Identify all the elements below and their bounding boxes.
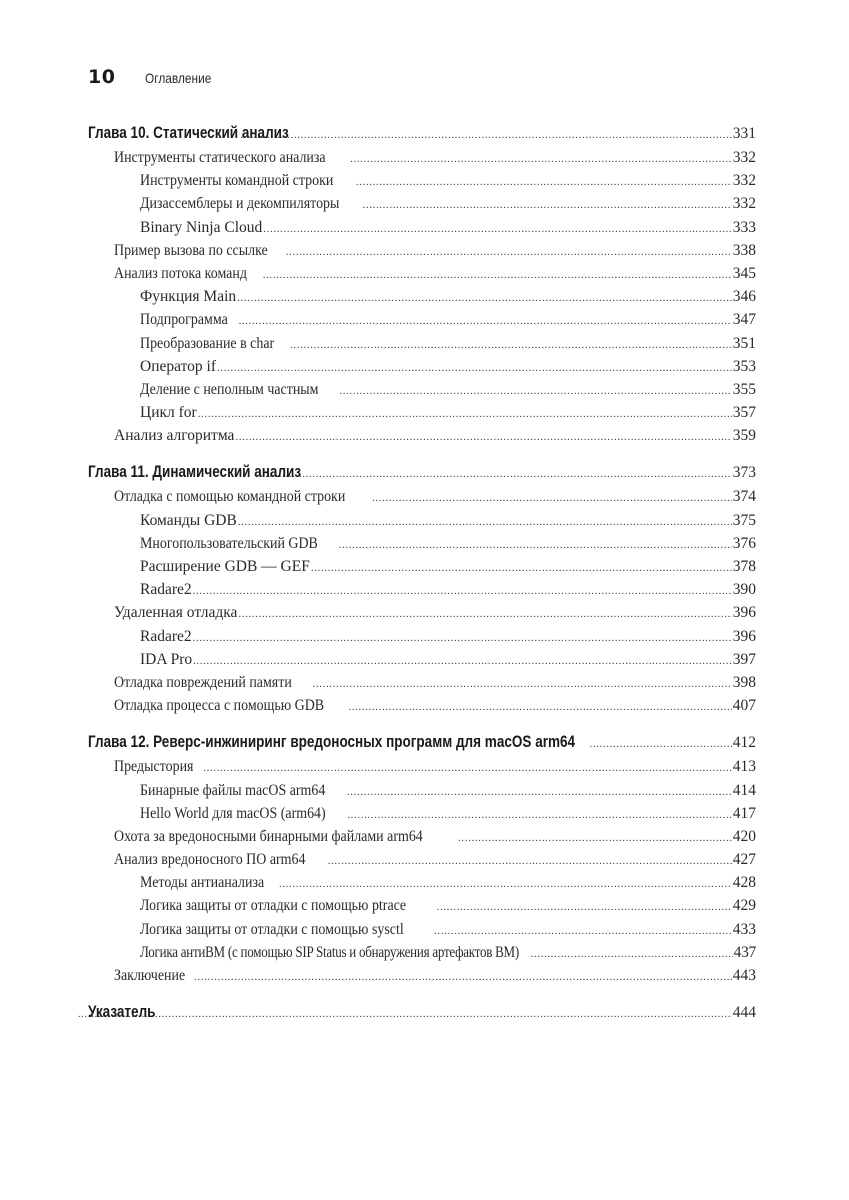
dot-leader	[347, 802, 731, 827]
toc-entry-title: Глава 10. Статический анализ	[88, 124, 289, 142]
dot-leader	[328, 848, 732, 873]
toc-entry[interactable]	[88, 192, 756, 215]
toc-entry-page: 396	[732, 627, 756, 645]
toc-entry-title: Многопользовательский GDB	[140, 534, 318, 552]
toc-entry[interactable]	[88, 941, 756, 964]
toc-entry-page: 359	[732, 427, 756, 445]
dot-leader	[311, 555, 732, 580]
toc-entry[interactable]	[88, 825, 756, 848]
dot-leader	[237, 285, 732, 310]
toc-entry-page: 443	[732, 967, 756, 984]
toc-entry[interactable]	[88, 262, 756, 285]
toc-entry-title: Деление с неполным частным	[140, 380, 319, 398]
toc-entry[interactable]	[88, 848, 756, 871]
table-of-contents	[88, 122, 756, 1025]
dot-leader	[531, 941, 733, 966]
toc-entry[interactable]	[88, 216, 756, 239]
dot-leader	[347, 779, 732, 804]
dot-leader	[255, 461, 731, 486]
toc-entry[interactable]	[88, 779, 756, 802]
toc-entry[interactable]	[88, 485, 756, 508]
toc-entry-page: 429	[732, 897, 756, 915]
toc-entry[interactable]	[88, 146, 756, 169]
toc-entry[interactable]	[88, 601, 756, 624]
toc-entry[interactable]	[88, 424, 756, 447]
toc-entry[interactable]	[88, 755, 756, 778]
toc-entry-page: 351	[732, 334, 756, 352]
toc-entry-page: 332	[732, 172, 756, 190]
toc-entry-page: 417	[732, 804, 756, 822]
dot-leader	[235, 424, 731, 449]
toc-entry-page: 346	[732, 288, 756, 306]
toc-chapter-12[interactable]	[88, 731, 756, 755]
toc-entry-title: Функция Main	[140, 288, 237, 306]
dot-leader	[290, 332, 732, 357]
toc-entry-title: Radare2	[140, 581, 192, 599]
toc-entry[interactable]	[88, 509, 756, 532]
toc-entry-page: 375	[732, 511, 756, 529]
toc-entry-page: 332	[732, 149, 756, 166]
toc-entry-title: Отладка с помощью командной строки	[114, 488, 346, 506]
dot-leader	[313, 671, 732, 696]
toc-entry-page: 407	[732, 697, 756, 715]
toc-entry[interactable]	[88, 532, 756, 555]
toc-entry[interactable]	[88, 401, 756, 424]
toc-entry-page: 398	[732, 673, 756, 691]
toc-entry-title: IDA Pro	[140, 650, 193, 668]
toc-entry-title: Оператор if	[140, 357, 217, 375]
toc-entry-title: Инструменты статического анализа	[114, 149, 326, 166]
dot-leader	[193, 648, 732, 673]
toc-entry-page: 396	[732, 604, 756, 622]
toc-entry-page: 390	[732, 581, 756, 599]
dot-leader	[286, 239, 732, 264]
dot-leader	[350, 146, 732, 171]
dot-leader	[78, 1001, 732, 1026]
toc-entry-page: 428	[732, 874, 756, 892]
dot-leader	[372, 485, 732, 510]
toc-entry-page: 357	[732, 404, 756, 422]
toc-entry-page: 444	[732, 1004, 756, 1022]
toc-entry-title: Охота за вредоносными бинарными файлами arm64	[114, 827, 423, 845]
toc-entry[interactable]	[88, 285, 756, 308]
toc-entry-page: 397	[732, 650, 756, 668]
toc-entry-page: 433	[732, 920, 756, 938]
toc-entry-page: 338	[732, 241, 756, 259]
toc-entry-title: Анализ алгоритма	[114, 427, 235, 445]
toc-entry[interactable]	[88, 894, 756, 917]
toc-entry-title: Подпрограмма	[140, 311, 228, 329]
toc-entry-page: 373	[732, 464, 756, 482]
dot-leader	[348, 694, 731, 719]
toc-entry-page: 413	[732, 758, 756, 776]
dot-leader	[356, 169, 732, 194]
toc-entry-title: Логика защиты от отладки с помощью sysctl	[140, 920, 404, 938]
toc-entry[interactable]	[88, 625, 756, 648]
toc-entry[interactable]	[88, 802, 756, 825]
toc-entry-title: Указатель	[88, 1003, 156, 1022]
toc-entry[interactable]	[88, 378, 756, 401]
toc-entry[interactable]	[88, 355, 756, 378]
toc-entry[interactable]	[88, 918, 756, 941]
running-title: Оглавление	[145, 70, 212, 86]
toc-entry-title: Отладка процесса с помощью GDB	[114, 697, 325, 715]
dot-leader	[239, 308, 732, 333]
toc-entry-page: 332	[732, 195, 756, 213]
toc-entry-title: Дизассемблеры и декомпиляторы	[140, 195, 340, 213]
dot-leader	[238, 601, 731, 626]
toc-entry-title: Команды GDB	[140, 511, 237, 529]
toc-entry-page: 347	[732, 311, 756, 329]
toc-entry[interactable]	[88, 308, 756, 331]
dot-leader	[203, 755, 731, 780]
dot-leader	[434, 918, 732, 943]
toc-entry-title: Преобразование в char	[140, 334, 275, 352]
toc-entry[interactable]	[88, 648, 756, 671]
toc-entry-title: Анализ вредоносного ПО arm64	[114, 851, 306, 869]
toc-entry-title: Цикл for	[140, 404, 197, 422]
toc-entry-page: 345	[732, 264, 756, 282]
dot-leader	[198, 401, 732, 426]
toc-entry[interactable]	[88, 671, 756, 694]
dot-leader	[194, 964, 732, 989]
toc-entry-title: Расширение GDB — GEF	[140, 558, 310, 575]
toc-entry-title: Radare2	[140, 627, 192, 645]
toc-entry-page: 420	[732, 827, 756, 845]
dot-leader	[437, 894, 732, 919]
toc-entry-title: Логика защиты от отладки с помощью ptrace	[140, 897, 407, 915]
toc-entry-title: Инструменты командной строки	[140, 172, 334, 190]
toc-entry[interactable]	[88, 578, 756, 601]
toc-entry-page: 412	[732, 734, 756, 752]
toc-entry-title: Hello World для macOS (arm64)	[140, 804, 326, 822]
toc-entry-page: 437	[733, 943, 756, 961]
dot-leader	[458, 825, 732, 850]
dot-leader	[589, 731, 731, 756]
toc-chapter-10[interactable]	[88, 122, 756, 146]
dot-leader	[240, 122, 731, 147]
toc-entry-title: Предыстория	[114, 758, 194, 776]
toc-entry[interactable]	[88, 964, 756, 987]
toc-entry-title: Бинарные файлы macOS arm64	[140, 781, 326, 799]
dot-leader	[339, 378, 731, 403]
toc-chapter-11[interactable]	[88, 461, 756, 485]
toc-entry-title: Binary Ninja Cloud	[140, 218, 263, 236]
toc-entry-page: 378	[732, 558, 756, 575]
dot-leader	[339, 532, 732, 557]
toc-entry-page: 414	[732, 781, 756, 799]
toc-entry[interactable]	[88, 555, 756, 578]
toc-entry-title: Пример вызова по ссылке	[114, 241, 268, 259]
toc-entry[interactable]	[88, 332, 756, 355]
page-number: 10	[88, 66, 116, 88]
toc-entry-page: 333	[732, 218, 756, 236]
toc-entry-page: 374	[732, 488, 756, 506]
dot-leader	[363, 192, 732, 217]
toc-entry-title: Анализ потока команд	[114, 264, 247, 282]
toc-entry-page: 331	[732, 125, 756, 142]
dot-leader	[263, 262, 732, 287]
toc-entry-title: Глава 11. Динамический анализ	[88, 463, 302, 482]
toc-index[interactable]	[88, 1001, 756, 1025]
toc-entry-page: 355	[732, 380, 756, 398]
dot-leader	[217, 355, 732, 380]
toc-entry[interactable]	[88, 169, 756, 192]
toc-entry-page: 427	[732, 851, 756, 869]
dot-leader	[193, 625, 732, 650]
toc-entry-title: Методы антианализа	[140, 874, 265, 892]
toc-entry[interactable]	[88, 694, 756, 717]
toc-entry-title: Логика антиВМ (с помощью SIP Status и обнаружения артефактов ВМ)	[140, 943, 519, 961]
toc-entry[interactable]	[88, 239, 756, 262]
dot-leader	[279, 871, 732, 896]
dot-leader	[193, 578, 732, 603]
page-header	[88, 66, 224, 88]
toc-entry-page: 376	[732, 534, 756, 552]
toc-entry-title: Удаленная отладка	[114, 604, 238, 622]
toc-entry-title: Отладка повреждений памяти	[114, 673, 292, 691]
toc-entry-title: Заключение	[114, 967, 186, 984]
dot-leader	[238, 509, 732, 534]
dot-leader	[263, 216, 731, 241]
toc-entry-title: Глава 12. Реверс-инжиниринг вредоносных программ для macOS arm64	[88, 733, 576, 752]
toc-entry-page: 353	[732, 357, 756, 375]
toc-entry[interactable]	[88, 871, 756, 894]
